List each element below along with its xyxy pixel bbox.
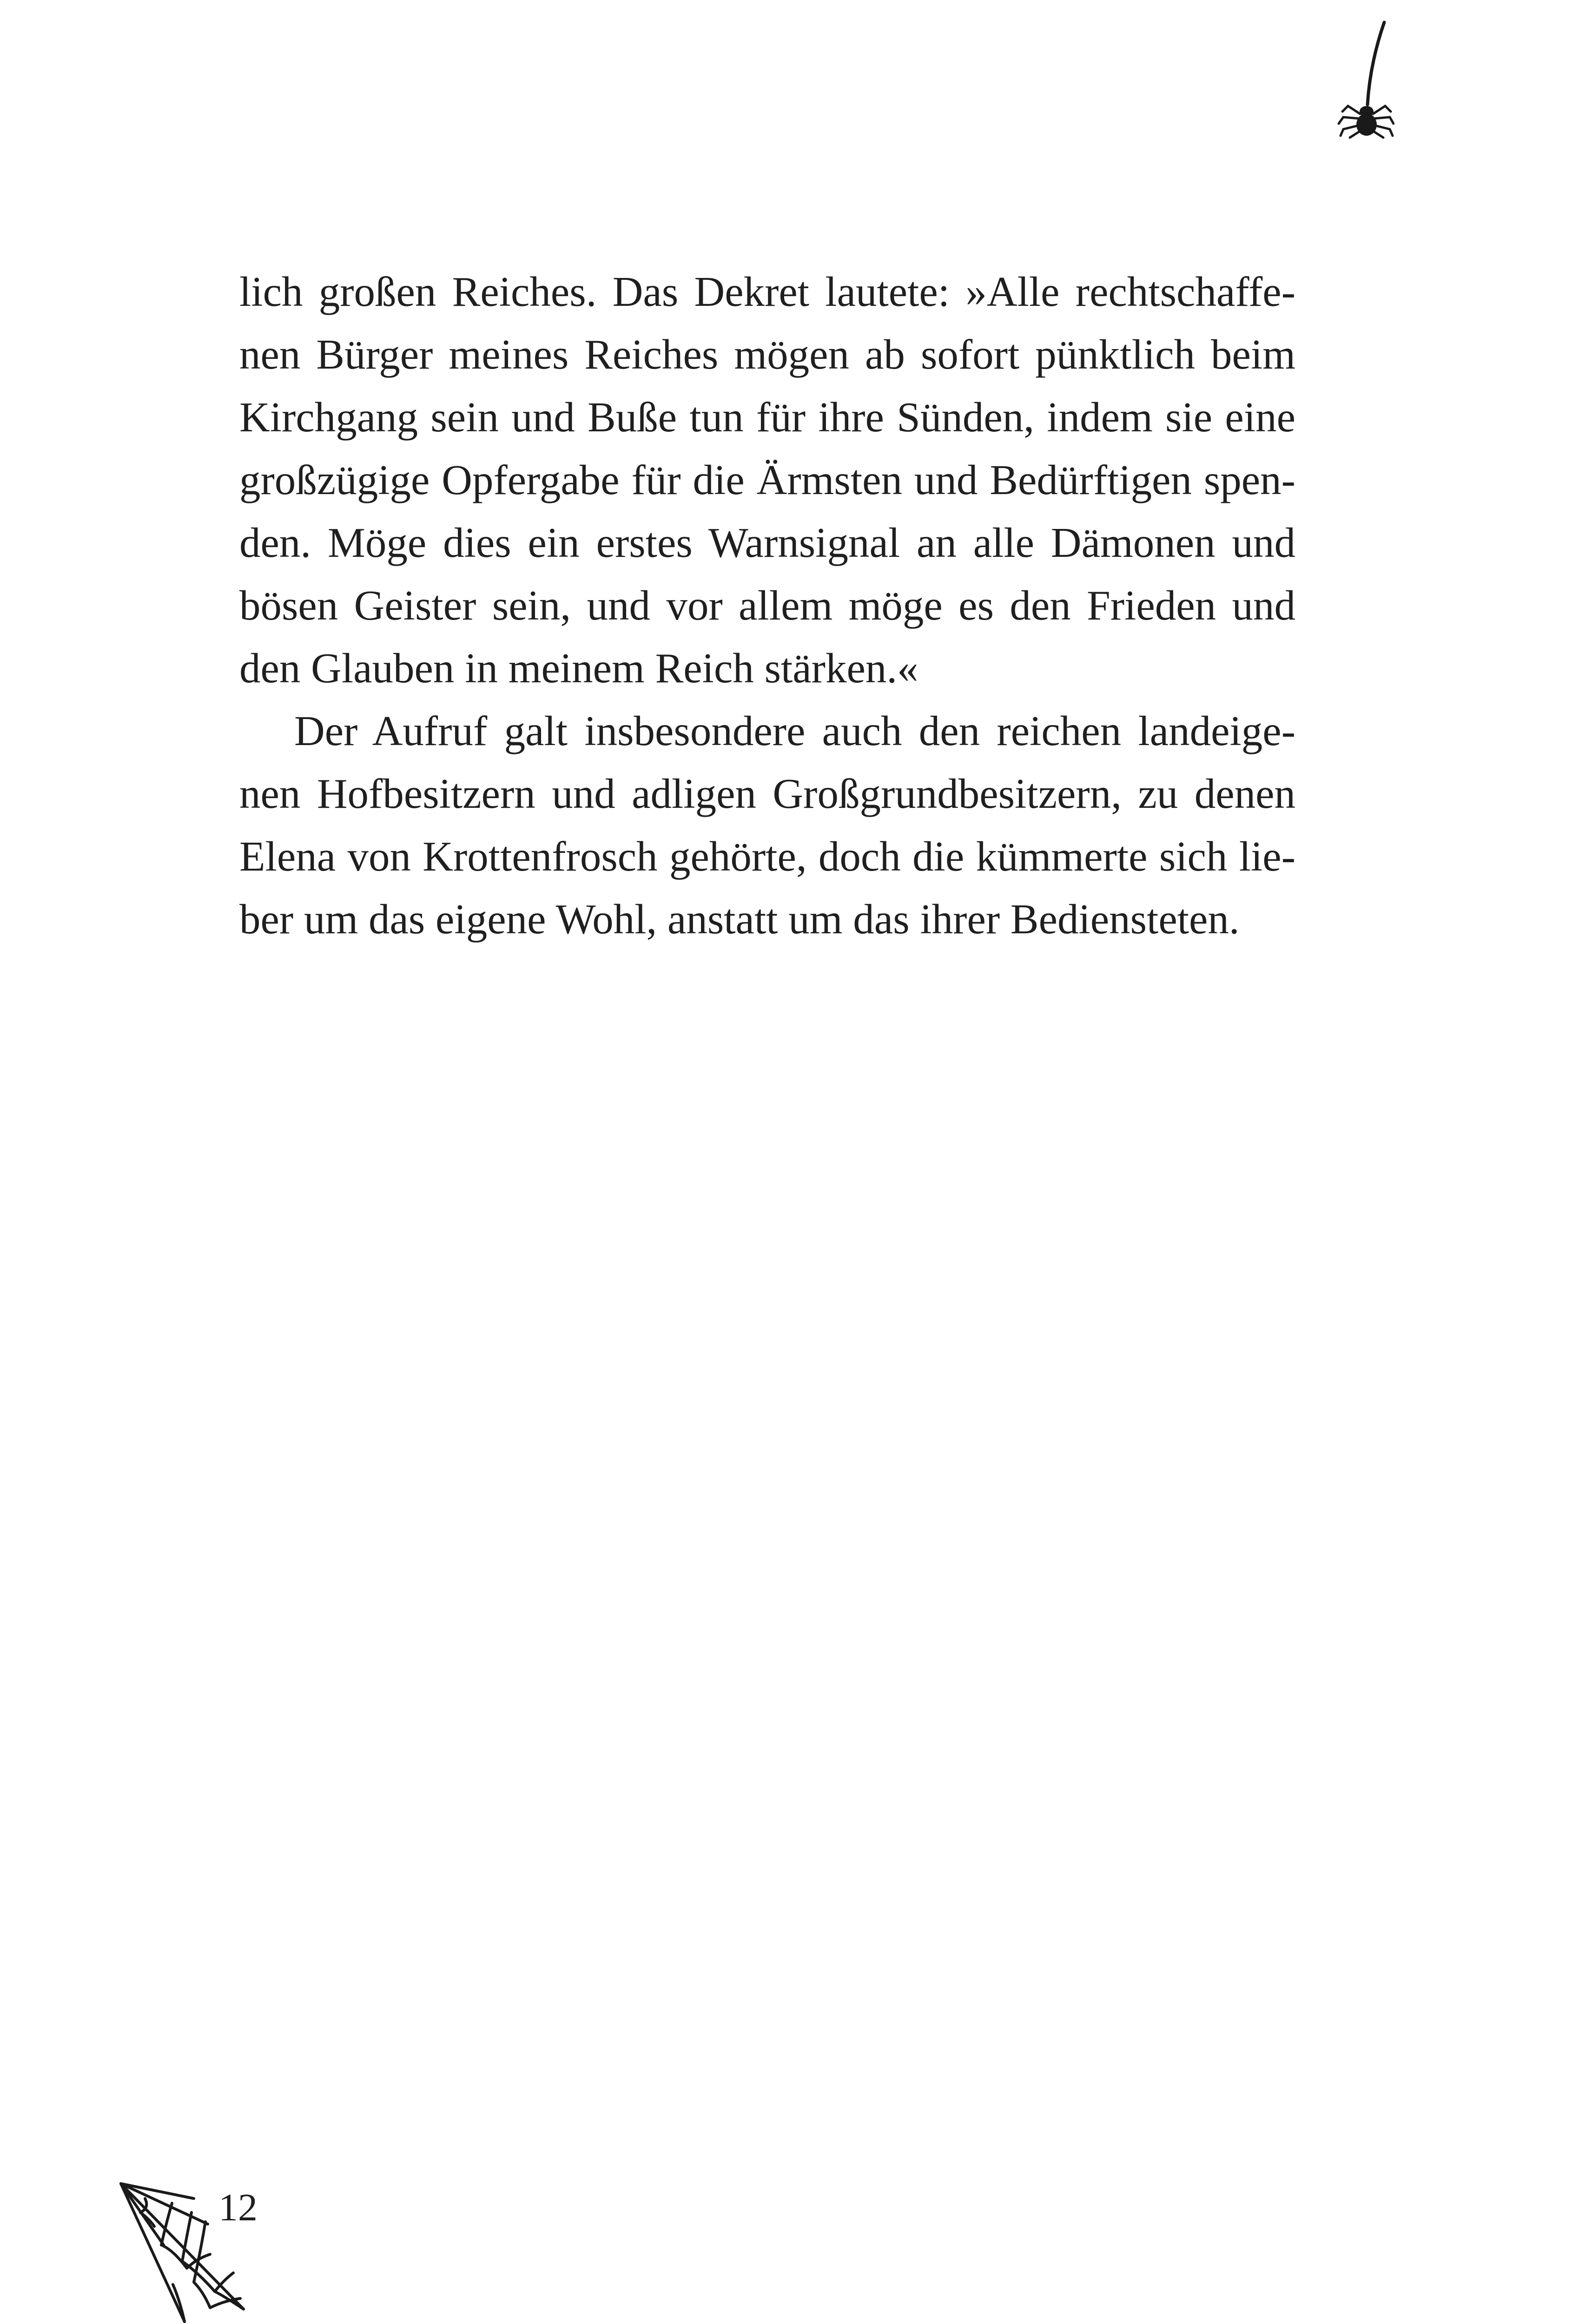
spider-icon [1329,19,1394,139]
text-line: bösen Geister sein, und vor allem möge es den Frieden und [239,582,1295,629]
text-line: den Glauben in meinem Reich stärken.« [239,645,918,692]
text-line: Der Aufruf galt insbesondere auch den reichen landeige- [294,707,1295,754]
text-line: lich großen Reiches. Das Dekret lautete: »Alle rechtschaffe- [239,268,1295,315]
text-line: nen Hofbesitzern und adligen Großgrundbesitzern, zu denen [239,770,1295,817]
text-line: Elena von Krottenfrosch gehörte, doch die kümmerte sich lie- [239,833,1295,880]
text-line: den. Möge dies ein erstes Warnsignal an alle Dämonen und [239,519,1295,566]
body-text [239,260,1295,951]
text-line: nen Bürger meines Reiches mögen ab sofort pünktlich beim [239,331,1295,378]
page-number: 12 [218,2186,258,2229]
text-line: ber um das eigene Wohl, anstatt um das ihrer Bediensteten. [239,896,1240,943]
text-line: Kirchgang sein und Buße tun für ihre Sünden, indem sie eine [239,394,1295,441]
text-line: großzügige Opfergabe für die Ärmsten und Bedürftigen spen- [239,456,1295,503]
